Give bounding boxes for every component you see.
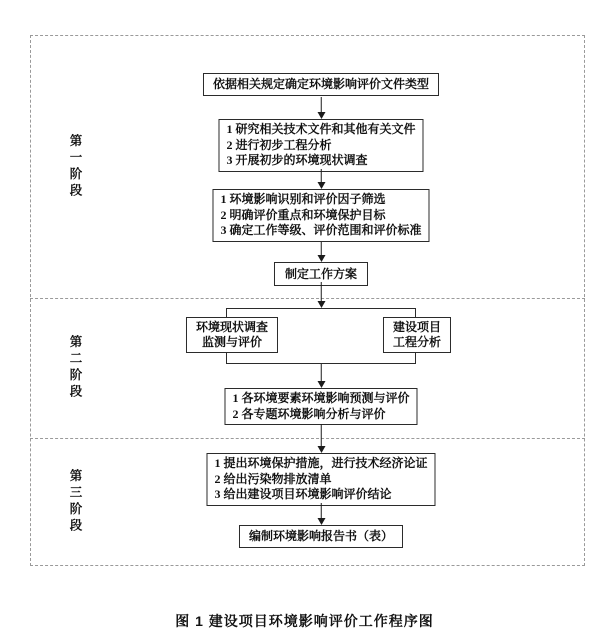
- arrow-head: [317, 518, 325, 525]
- node-line: 建设项目: [392, 320, 442, 334]
- node-line: 环境现状调查: [195, 320, 269, 334]
- node-line: 2 进行初步工程分析: [226, 137, 332, 152]
- arrow-shaft: [320, 364, 322, 382]
- node-line: 1 环境影响识别和评价因子筛选: [220, 192, 386, 206]
- arrow-head: [317, 182, 325, 189]
- stage-divider-1: [30, 298, 585, 299]
- flow-node-preliminary-work: [218, 119, 423, 172]
- node-line: 3 给出建设项目环境影响评价结论: [214, 487, 392, 501]
- stage-divider-2: [30, 438, 585, 439]
- stage-label-phase-1: 第一阶段: [68, 134, 82, 200]
- arrow-shaft: [320, 282, 322, 302]
- node-line: 2 明确评价重点和环境保护目标: [220, 207, 386, 222]
- down-arrow: [317, 97, 326, 119]
- arrow-head: [317, 255, 325, 262]
- node-line: 1 研究相关技术文件和其他有关文件: [226, 122, 416, 136]
- stage-label-phase-2: 第二阶段: [68, 335, 82, 401]
- node-line: 2 各专题环境影响分析与评价: [232, 406, 386, 421]
- down-arrow: [317, 503, 326, 525]
- node-line: 1 提出环境保护措施，进行技术经济论证: [214, 456, 428, 470]
- flow-node-report-compilation: [239, 525, 403, 548]
- node-line: 工程分析: [392, 335, 442, 349]
- flow-node-project-analysis: [383, 317, 451, 353]
- arrow-head: [317, 381, 325, 388]
- node-line: 1 各环境要素环境影响预测与评价: [232, 391, 410, 405]
- figure-caption: 图 1 建设项目环境影响评价工作程序图: [175, 613, 434, 629]
- arrow-shaft: [320, 97, 322, 113]
- node-line: 制定工作方案: [284, 267, 358, 281]
- arrow-head: [317, 446, 325, 453]
- arrow-head: [317, 112, 325, 119]
- down-arrow: [317, 242, 326, 262]
- down-arrow: [317, 364, 326, 388]
- arrow-shaft: [320, 242, 322, 256]
- arrow-shaft: [320, 169, 322, 183]
- down-arrow: [317, 424, 326, 453]
- flow-node-protection-measures: [206, 453, 435, 506]
- flow-node-status-survey: [186, 317, 278, 353]
- flow-node-impact-prediction: [224, 388, 417, 425]
- node-line: 3 开展初步的环境现状调查: [226, 153, 368, 167]
- node-line: 监测与评价: [201, 335, 263, 349]
- flow-node-impact-identification: [212, 189, 429, 242]
- arrow-head: [317, 301, 325, 308]
- node-line: 3 确定工作等级、评价范围和评价标准: [220, 223, 422, 237]
- node-line: 2 给出污染物排放清单: [214, 471, 332, 486]
- down-arrow: [317, 282, 326, 308]
- down-arrow: [317, 169, 326, 189]
- node-line: 依据相关规定确定环境影响评价文件类型: [212, 77, 430, 91]
- flow-node-document-type: [203, 73, 439, 96]
- arrow-shaft: [320, 424, 322, 447]
- arrow-shaft: [320, 503, 322, 519]
- stage-label-phase-3: 第三阶段: [68, 469, 82, 535]
- node-line: 编制环境影响报告书（表）: [248, 529, 394, 543]
